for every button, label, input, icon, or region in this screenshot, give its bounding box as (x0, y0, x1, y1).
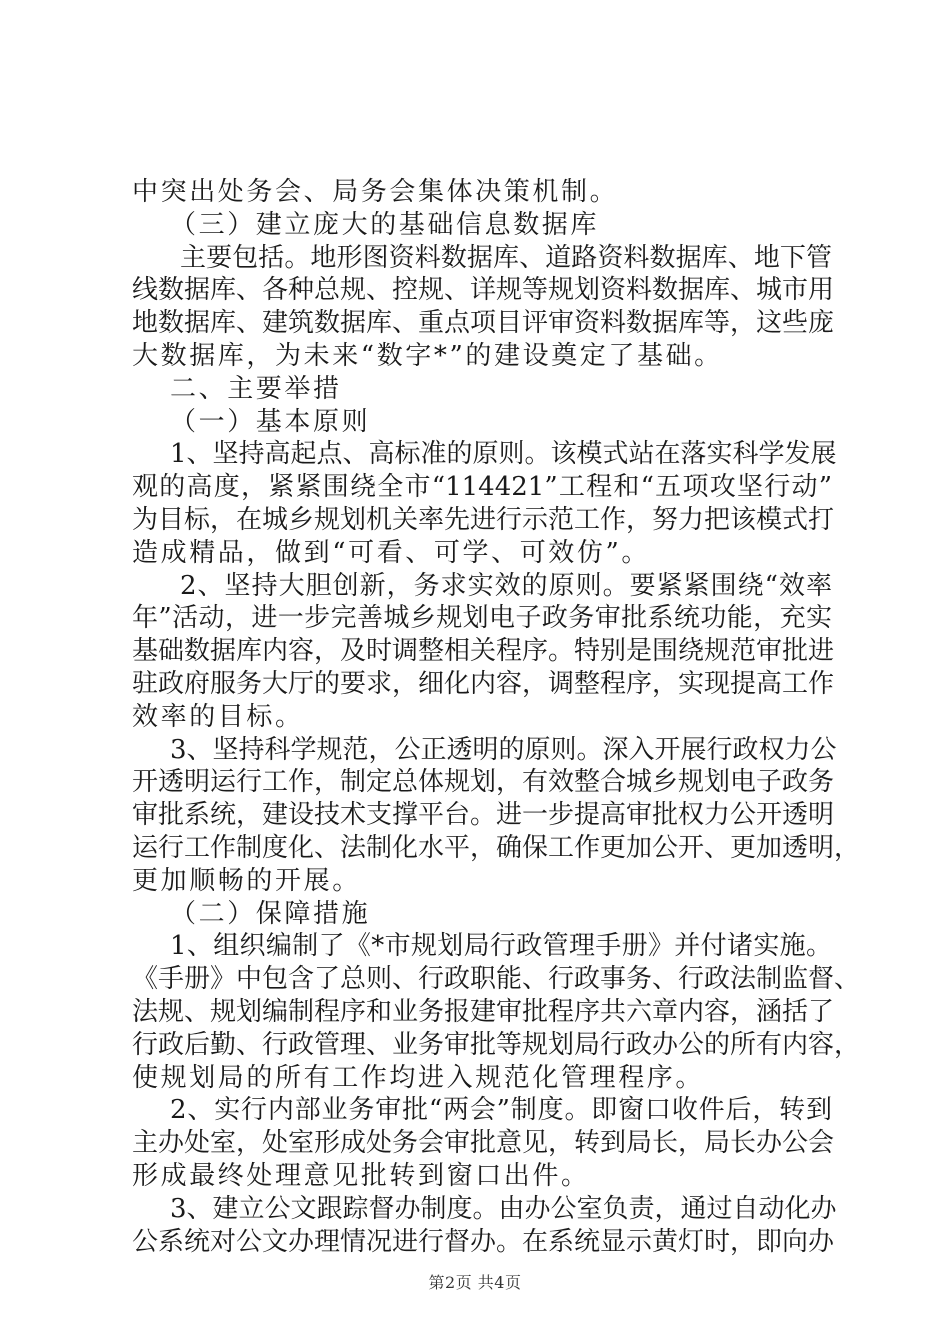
paragraph-line-28: 使规划局的所有工作均进入规范化管理程序。 (132, 1062, 705, 1093)
paragraph-line-29: 2、实行内部业务审批“两会”制度。即窗口收件后，转到 (170, 1095, 832, 1126)
paragraph-line-25: 《手册》中包含了总则、行政职能、行政事务、行政法制监督、 (132, 964, 861, 995)
paragraph-line-21: 运行工作制度化、法制化水平，确保工作更加公开、更加透明， (132, 832, 861, 863)
paragraph-line-32: 3、建立公文跟踪督办制度。由办公室负责，通过自动化办 (170, 1193, 837, 1224)
section-heading-main-measures: 二、主要举措 (170, 373, 342, 404)
paragraph-line-3: 主要包括。地形图资料数据库、道路资料数据库、地下管 (180, 242, 832, 273)
paragraph-line-24: 1、组织编制了《*市规划局行政管理手册》并付诸实施。 (170, 931, 832, 962)
paragraph-line-6: 大数据库，为未来“数字*”的建设奠定了基础。 (132, 340, 723, 371)
paragraph-line-19: 开透明运行工作，制定总体规划，有效整合城乡规划电子政务 (132, 767, 835, 798)
section-heading-basic-principles: （一）基本原则 (170, 406, 371, 437)
paragraph-line-33: 公系统对公文办理情况进行督办。在系统显示黄灯时，即向办 (132, 1226, 835, 1257)
paragraph-line-1: 中突出处务会、局务会集体决策机制。 (132, 177, 619, 207)
paragraph-line-31: 形成最终处理意见批转到窗口出件。 (132, 1160, 590, 1191)
paragraph-line-10: 观的高度，紧紧围绕全市“114421”工程和“五项攻坚行动” (132, 472, 832, 503)
paragraph-line-14: 年”活动，进一步完善城乡规划电子政务审批系统功能，充实 (132, 603, 832, 634)
paragraph-line-15: 基础数据库内容，及时调整相关程序。特别是围绕规范审批进 (132, 636, 835, 667)
paragraph-line-9: 1、坚持高起点、高标准的原则。该模式站在落实科学发展 (170, 439, 837, 470)
paragraph-line-22: 更加顺畅的开展。 (132, 865, 361, 896)
paragraph-line-17: 效率的目标。 (132, 701, 304, 732)
section-heading-safeguards: （二）保障措施 (170, 898, 371, 929)
paragraph-line-12: 造成精品，做到“可看、可学、可效仿”。 (132, 537, 650, 568)
document-body (132, 176, 861, 1258)
paragraph-line-30: 主办处室，处室形成处务会审批意见，转到局长，局长办公会 (132, 1128, 835, 1159)
paragraph-line-5: 地数据库、建筑数据库、重点项目评审资料数据库等，这些庞 (132, 308, 835, 339)
paragraph-line-26: 法规、规划编制程序和业务报建审批程序共六章内容，涵括了 (132, 996, 835, 1027)
paragraph-line-4: 线数据库、各种总规、控规、详规等规划资料数据库、城市用 (132, 275, 835, 306)
page-number-footer: 第2页 共4页 (428, 1273, 522, 1292)
paragraph-line-18: 3、坚持科学规范，公正透明的原则。深入开展行政权力公 (170, 734, 837, 765)
paragraph-line-20: 审批系统，建设技术支撑平台。进一步提高审批权力公开透明 (132, 800, 835, 831)
paragraph-line-13: 2、坚持大胆创新，务求实效的原则。要紧紧围绕“效率 (180, 570, 832, 601)
paragraph-line-27: 行政后勤、行政管理、业务审批等规划局行政办公的所有内容， (132, 1029, 861, 1060)
paragraph-line-11: 为目标，在城乡规划机关率先进行示范工作，努力把该模式打 (132, 504, 835, 535)
section-heading-3: （三）建立庞大的基础信息数据库 (170, 209, 600, 240)
paragraph-line-16: 驻政府服务大厅的要求，细化内容，调整程序，实现提高工作 (132, 668, 835, 699)
